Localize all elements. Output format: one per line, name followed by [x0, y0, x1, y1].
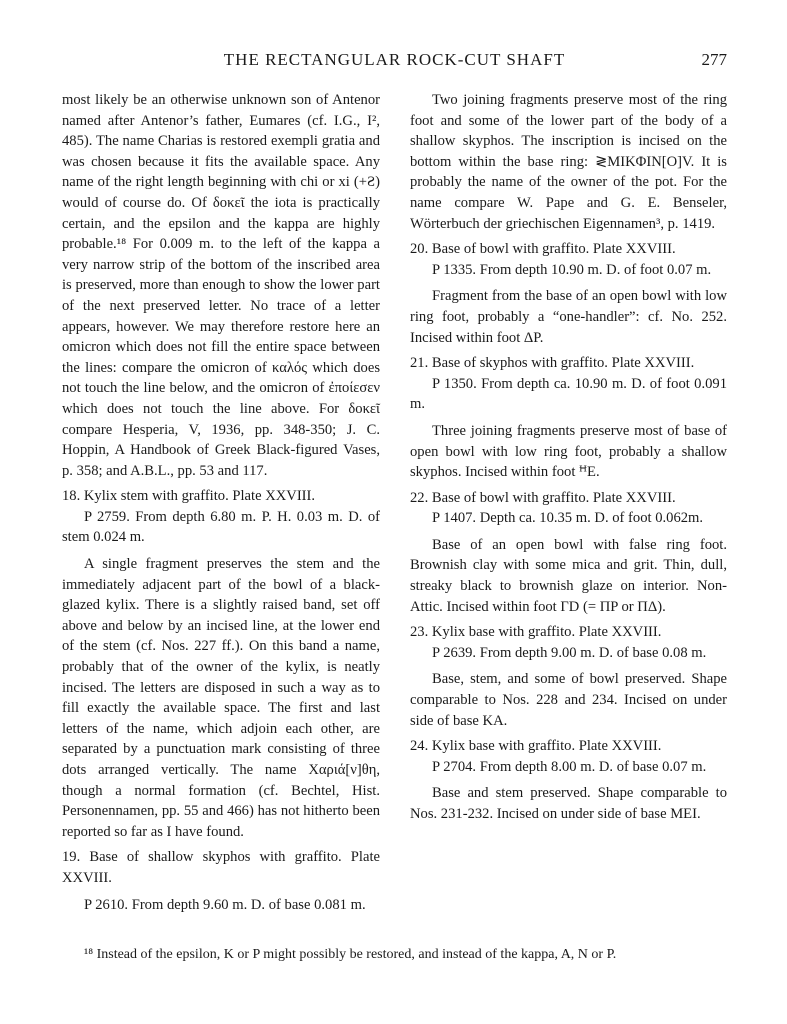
- entry-23-meta: P 2639. From depth 9.00 m. D. of base 0.08 m.: [432, 644, 707, 661]
- entry-20-meta: P 1335. From depth 10.90 m. D. of foot 0.07 m.: [432, 261, 712, 278]
- entry-21-description: Three joining fragments preserve most of base of open bowl with low ring foot, probably a shallow skyphos. Incised within foot ꟸE.: [410, 422, 727, 481]
- entry-22-title: 22. Base of bowl with graffito. Plate XXVIII.: [410, 489, 676, 506]
- entry-18-title: 18. Kylix stem with graffito. Plate XXVIII.: [62, 488, 316, 505]
- entry-18-description: A single fragment preserves the stem and the immediately adjacent part of the bowl of a black-glazed kylix. There is a slightly raised band, set off above and below by an incised line, at the lower end of the stem (cf. Nos. 227 ff.). On this band a name, probably that of the owner of the kylix, is neatly incised. The letters are disposed in such a way as to fill exactly the available space. The first and last letters of the name, which adjoin each other, are separated by a punctuation mark consisting of three dots arranged vertically. The name Χαριά[ν]θη, though a normal formation (cf. Bechtel, Hist. Personennamen, pp. 55 and 466) has not hitherto been reported so far as I have found.: [62, 556, 380, 840]
- left-column: [62, 90, 380, 915]
- entry-19-title: 19. Base of shallow skyphos with graffito. Plate XXVIII.: [62, 849, 380, 886]
- entry-23-title: 23. Kylix base with graffito. Plate XXVIII.: [410, 624, 662, 641]
- entry-21-meta: P 1350. From depth ca. 10.90 m. D. of foot 0.091 m.: [410, 375, 727, 413]
- entry-18-meta: P 2759. From depth 6.80 m. P. H. 0.03 m. D. of stem 0.024 m.: [62, 508, 380, 546]
- entry-19-meta: P 2610. From depth 9.60 m. D. of base 0.081 m.: [84, 896, 366, 913]
- entry-23-description: Base, stem, and some of bowl preserved. Shape comparable to Nos. 228 and 234. Incised on under side of base KA.: [410, 671, 727, 729]
- entry-22-meta: P 1407. Depth ca. 10.35 m. D. of foot 0.062m.: [432, 510, 704, 527]
- entry-24-meta: P 2704. From depth 8.00 m. D. of base 0.07 m.: [432, 758, 707, 775]
- entry-20-description: Fragment from the base of an open bowl with low ring foot, probably a “one-handler”: cf. No. 252. Incised within foot ΔP.: [410, 288, 727, 346]
- page-header: [62, 50, 727, 74]
- page-number: 277: [701, 50, 727, 69]
- paragraph-continued: most likely be an otherwise unknown son of Antenor named after Antenor’s father, Eumares (cf. I.G., I², 485). The name Charias is restored exempli gratia and was chosen because it fits the available space. Any name of the right length beginning with chi or xi (+Ƨ) would of course do. Of δοκεῖ the iota is practically certain, and the epsilon and the kappa are highly probable.¹⁸ For 0.009 m. to the left of the kappa a very narrow strip of the bottom of the inscribed area is preserved, more than enough to show the lower part of the next preserved letter. No trace of a letter appears, however. We may therefore restore here an omicron which does not fill the entire space between the lines: compare the omicron of καλός which does not touch the line below, and the omicron of ἐποίεσεν which does not touch the line above. For δοκεῖ compare Hesperia, V, 1936, pp. 348-350; J. C. Hoppin, A Handbook of Greek Black-figured Vases, p. 358; and A.B.L., pp. 53 and 117.: [62, 92, 380, 479]
- entry-22-description: Base of an open bowl with false ring foot. Brownish clay with some mica and grit. Thin, dull, streaky black to brownish glaze on interior. Non-Attic. Incised within foot ΓD (= ΠP or ΠΔ).: [410, 536, 727, 615]
- entry-19-description: Two joining fragments preserve most of the ring foot and some of the lower part of the body of a shallow skyphos. The inscription is incised on the bottom within the base ring: ≷MIKΦIN[O]V. It is probably the name of the owner of the pot. For the name compare W. Pape and G. E. Benseler, Wörterbuch der griechischen Eigennamen³, p. 1419.: [410, 92, 727, 232]
- entry-21-title: 21. Base of skyphos with graffito. Plate XXVIII.: [410, 355, 695, 372]
- entry-24-description: Base and stem preserved. Shape comparable to Nos. 231-232. Incised on under side of base MEI.: [410, 785, 727, 822]
- right-column: [410, 90, 727, 825]
- entry-24-title: 24. Kylix base with graffito. Plate XXVIII.: [410, 738, 662, 755]
- footnote-18: ¹⁸ Instead of the epsilon, K or P might possibly be restored, and instead of the kappa, A, N or P.: [84, 947, 617, 962]
- entry-20-title: 20. Base of bowl with graffito. Plate XXVIII.: [410, 241, 676, 258]
- running-title: THE RECTANGULAR ROCK-CUT SHAFT: [223, 50, 566, 69]
